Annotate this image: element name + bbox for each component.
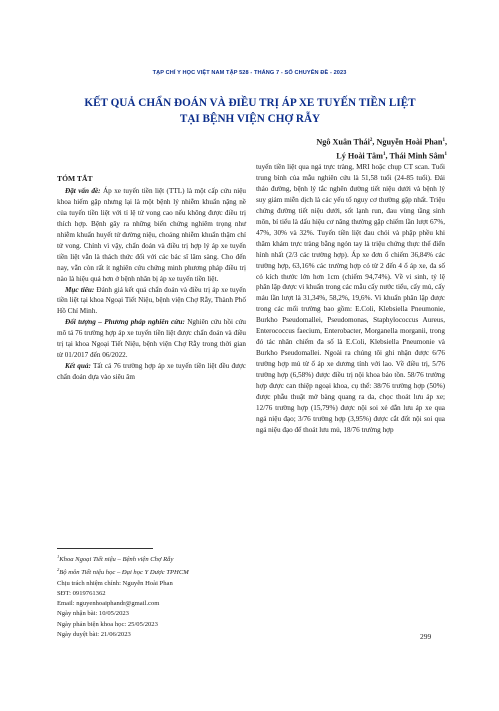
section-text: Áp xe tuyến tiền liệt (TTL) là một cấp cứu niệu khoa hiếm gặp nhưng lại là một bệnh lý nhiễm khuẩn nặng nề của tuyến tiền liệt với tỉ lệ tử vong cao nếu không được điều trị thích hợp. Bệnh gây ra những biến chứng nghiêm trọng như nhiễm khuẩn huyết tử đường niệu, choáng nhiễm khuẩn thậm chí tử vong. Chính vì vậy, chẩn đoán và điều trị hợp lý áp xe tuyến tiền liệt vẫn là thách thức đối với các bác sĩ lâm sàng. Cho đến nay, vẫn còn rất ít nghiên cứu chứng minh phương pháp điều trị nào là hiệu quả hơn ở bệnh nhân bị áp xe tuyến tiền liệt. [57, 186, 246, 283]
abstract-methods [57, 317, 246, 361]
section-text: Đánh giá kết quả chẩn đoán và điều trị áp xe tuyến tiền liệt tại khoa Ngoại Tiết Niệu, bệnh viện Chợ Rẫy, Thành Phố Hồ Chí Minh. [57, 285, 246, 316]
author-affiliation: 1 [444, 151, 447, 157]
author-affiliation: 1 [382, 151, 386, 157]
abstract-left-column [57, 174, 246, 383]
section-text: Tất cả 76 trường hợp áp xe tuyến tiền liệt đều được chẩn đoán dựa vào siêu âm [57, 362, 246, 382]
article-title [40, 95, 460, 127]
title-line-2: TẠI BỆNH VIỆN CHỢ RẪY [179, 113, 321, 125]
abstract-results-continued: tuyến tiền liệt qua ngả trực tràng, MRI hoặc chụp CT scan. Tuổi trung bình của mẫu nghiên cứu là 51,58 tuổi (24-85 tuổi). Đái tháo đường, bệnh lý tắc nghẽn đường tiết niệu dưới và bệnh lý suy giảm miễn dịch là các yếu tố nguy cơ thường gặp nhất. Triệu chứng đường tiết niệu dưới, sốt lạnh run, đau vùng tầng sinh môn, bí tiểu là dấu hiệu cơ năng thường gặp chiếm lần lượt 67%, 47%, 30% và 32%. Tuyến tiền liệt đau chói và phập phều khi thăm khám trực tràng bằng ngón tay là triệu chứng thực thể điển hình nhất (2/3 các trường hợp). Áp xe đơn ổ chiếm 36,84% các trường hợp, 63,16% các trường hợp có từ 2 đến 4 ổ áp xe, đa số có kích thước lớn hơn 1cm (chiếm 94,74%). Về vi sinh, tỷ lệ phân lập được vi khuẩn trong các mẫu cấy nước tiểu, cấy mủ, cấy máu lần lượt là 31,34%, 58,2%, 19,6%. Vi khuẩn phân lập được trong các mối trường bao gồm: E.Coli, Klebsiella Pneumonie, Burkho Pseudomallei, Pseudomonas, Staphylococcus Aureus, Enterococcus faecium, Enterobacter, Morganella morganii, trong đó tác nhân chiếm đa số là E.Coli, Klebsiella Pneumonie và Burkho Pseudomallei. Ngoài ra chúng tôi ghi nhận được 6/76 trường hợp mủ từ ổ áp xe dương tính với lao. Về điều trị, 5/76 trường hợp (6,58%) được điều trị nội khoa bảo tồn. 58/76 trường hợp được can thiệp ngoại khoa, cụ thể: 38/76 trường hợp (50%) được phẫu thuật mở bàng quang ra da, chọc thoát lưu áp xe; 12/76 trường hợp (15,79%) được nội soi xẻ dẫn lưu áp xe qua ngả niệu đạo; 3/76 trường hợp (3,95%) được cắt đốt nội soi qua ngả niệu đạo để thoát lưu mủ, 18/76 trường hợp [256, 163, 445, 434]
journal-header: TẠP CHÍ Y HỌC VIỆT NAM TẬP 528 - THÁNG 7 - SỐ CHUYÊN ĐỀ - 2023 [152, 70, 347, 76]
abstract-objective [57, 285, 246, 318]
section-label: Mục tiêu: [65, 285, 95, 294]
author-name: Nguyễn Hoài Phan [376, 137, 443, 147]
email: Email: nguyenhoaiphandr@gmail.com [57, 600, 160, 608]
author-affiliation: 1 [442, 138, 445, 143]
author-line-2: Lý Hoài Tâm$^1$, Thái Minh Sâm$^1$ [336, 151, 447, 161]
author-name: Thái Minh Sâm [389, 151, 445, 161]
abstract-heading: TÓM TẮT [57, 174, 93, 183]
date-accepted: Ngày duyệt bài: 21/06/2023 [57, 630, 131, 638]
affiliation-text: Bộ môn Tiết niệu học – Đại học Y Dược TPHCM [59, 569, 189, 577]
section-label: Đặt vấn đề: [65, 186, 101, 195]
author-affiliation: 2 [369, 138, 373, 143]
affiliation-2: $^2$Bộ môn Tiết niệu học – Đại học Y Dược TPHCM [57, 567, 189, 577]
author-name: Ngô Xuân Thái [316, 137, 370, 147]
abstract-results [57, 361, 246, 383]
author-list [316, 135, 447, 162]
author-name: Lý Hoài Tâm [336, 151, 383, 161]
phone: SĐT: 0919761362 [57, 589, 106, 597]
date-reviewed: Ngày phản biện khoa học: 25/05/2023 [57, 620, 158, 628]
footnotes [57, 552, 246, 640]
title-line-1: KẾT QUẢ CHẨN ĐOÁN VÀ ĐIỀU TRỊ ÁP XE TUYẾN TIỀN LIỆT [84, 97, 416, 109]
section-text: Nghiên cứu hồi cứu mô tả 76 trường hợp áp xe tuyến tiền liệt được chẩn đoán và điều trị tại khoa Ngoại Tiết Niệu, bệnh viện Chợ Rẫy trong thời gian từ 01/2017 đến 06/2022. [57, 318, 246, 360]
affiliation-1: $^1$Khoa Ngoại Tiết niệu – Bệnh viện Chợ Rẫy [57, 554, 174, 564]
section-label: Kết quả: [65, 362, 91, 371]
footnote-divider [57, 548, 153, 549]
abstract-right-column [256, 162, 445, 436]
author-line-1: Ngô Xuân Thái$^2$, Nguyễn Hoài Phan$^1$, [316, 137, 447, 147]
affiliation-text: Khoa Ngoại Tiết niệu – Bệnh viện Chợ Rẫy [59, 556, 174, 564]
corresponding-author: Chịu trách nhiệm chính: Nguyễn Hoài Phan [57, 579, 173, 587]
date-received: Ngày nhận bài: 10/05/2023 [57, 610, 129, 618]
abstract-background [57, 186, 246, 285]
section-label: Đối tượng – Phương pháp nghiên cứu: [65, 318, 185, 327]
page-number: 299 [420, 632, 432, 641]
